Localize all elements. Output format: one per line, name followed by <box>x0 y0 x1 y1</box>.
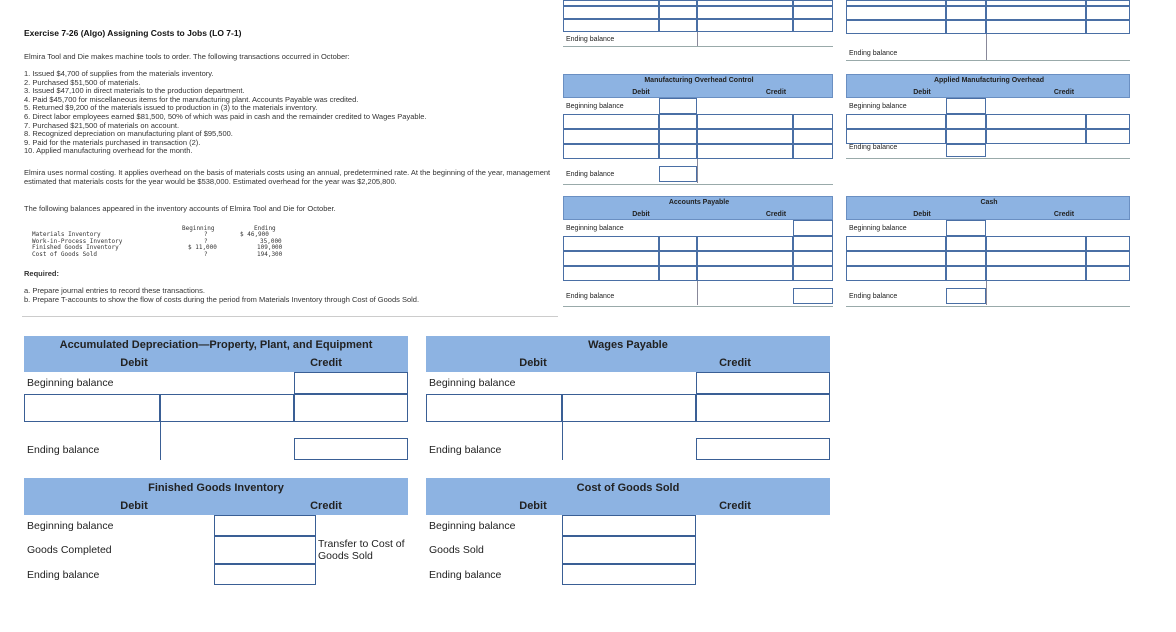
t-account-top-right <box>846 0 1130 70</box>
credit-account-input[interactable] <box>697 144 793 159</box>
transaction-3: 3. Issued $47,100 in direct materials to the production department. <box>24 86 245 96</box>
t-divider <box>986 281 987 305</box>
beginning-balance-input[interactable] <box>562 515 696 536</box>
transaction-1: 1. Issued $4,700 of supplies from the materials inventory. <box>24 69 214 78</box>
row-ending: 35,000 <box>260 237 282 245</box>
row-name: Work-in-Process Inventory <box>32 237 123 245</box>
beginning-balance-input[interactable] <box>946 220 986 236</box>
credit-account-input[interactable] <box>697 114 793 129</box>
ending-balance-input[interactable] <box>659 166 697 182</box>
t-account-mfg-overhead-control <box>563 74 833 186</box>
credit-amount-input[interactable] <box>793 6 833 19</box>
debit-account-input[interactable] <box>563 251 659 266</box>
credit-amount-input[interactable] <box>793 236 833 251</box>
account-title: Cash <box>980 199 998 206</box>
debit-account-input[interactable] <box>24 394 160 422</box>
account-header <box>846 196 1130 220</box>
transaction-4: 4. Paid $45,700 for miscellaneous items for the manufacturing plant. Accounts Payable was credited. <box>24 94 359 104</box>
credit-header: Credit <box>1053 89 1075 96</box>
debit-amount-input[interactable] <box>659 19 697 32</box>
t-divider <box>697 159 698 183</box>
t-divider <box>986 34 987 60</box>
t-account-accumulated-depreciation <box>24 336 408 460</box>
transaction-9: 9. Paid for the materials purchased in transaction (2). <box>24 137 201 147</box>
row-beginning: $ 11,000 <box>188 244 217 252</box>
debit-account-input[interactable] <box>426 394 562 422</box>
debit-amount-input[interactable] <box>160 394 294 422</box>
debit-amount-input[interactable] <box>562 394 696 422</box>
debit-account-input[interactable] <box>846 20 946 34</box>
debit-amount-input[interactable] <box>946 129 986 144</box>
credit-amount-input[interactable] <box>793 19 833 32</box>
debit-amount-input[interactable] <box>659 129 697 144</box>
credit-account-input[interactable] <box>697 19 793 32</box>
inventory-balance-table <box>32 226 302 262</box>
beginning-balance-label: Beginning balance <box>849 225 907 232</box>
account-header <box>24 478 408 515</box>
account-title: Wages Payable <box>588 339 668 351</box>
t-account-cost-of-goods-sold <box>426 478 830 586</box>
account-header <box>563 196 833 220</box>
credit-account-input[interactable] <box>986 266 1086 281</box>
beginning-balance-label: Beginning balance <box>27 377 114 389</box>
debit-amount-input[interactable] <box>946 114 986 129</box>
credit-amount-input[interactable] <box>1086 129 1130 144</box>
ending-balance-label: Ending balance <box>849 144 898 151</box>
ending-balance-label: Ending balance <box>566 293 615 300</box>
t-bottom-line <box>563 46 833 47</box>
row-beginning: ? <box>204 250 208 258</box>
overhead-note: Elmira uses normal costing. It applies overhead on the basis of materials costs using an annual, predetermined rate. At the beginning of the year, management estimated that materials costs for the year would be $538,000. Estimated overhead for the year was $2,205,800. <box>24 168 551 186</box>
credit-amount-input[interactable] <box>1086 251 1130 266</box>
t-divider <box>160 422 161 460</box>
row-name: Finished Goods Inventory <box>32 244 119 252</box>
ending-balance-label: Ending balance <box>566 171 615 178</box>
debit-amount-input[interactable] <box>659 6 697 19</box>
transaction-10: 10. Applied manufacturing overhead for the month. <box>24 146 193 156</box>
row-beginning: ? <box>204 237 208 245</box>
debit-amount-input[interactable] <box>659 144 697 159</box>
debit-amount-input[interactable] <box>659 251 697 266</box>
t-bottom-line <box>846 60 1130 61</box>
debit-amount-input[interactable] <box>659 266 697 281</box>
beginning-balance-input[interactable] <box>294 372 408 394</box>
beginning-balance-input[interactable] <box>214 515 316 536</box>
account-title: Accounts Payable <box>668 199 730 206</box>
debit-account-input[interactable] <box>563 6 659 19</box>
t-account-cash <box>846 196 1130 308</box>
beginning-balance-label: Beginning balance <box>27 520 114 532</box>
ending-balance-label: Ending balance <box>429 444 502 456</box>
credit-amount-input[interactable] <box>294 394 408 422</box>
row-ending: 109,000 <box>257 244 283 252</box>
credit-account-input[interactable] <box>986 129 1086 144</box>
col-header-beginning: Beginning <box>182 225 215 232</box>
t-account-applied-mfg-overhead <box>846 74 1130 164</box>
t-divider <box>697 32 698 46</box>
debit-amount-input[interactable] <box>946 6 986 20</box>
beginning-balance-label: Beginning balance <box>849 103 907 110</box>
t-divider <box>697 281 698 305</box>
debit-header: Debit <box>120 500 148 512</box>
transaction-7: 7. Purchased $21,500 of materials on account. <box>24 120 180 130</box>
goods-completed-input[interactable] <box>214 536 316 564</box>
transaction-6: 6. Direct labor employees earned $81,500, 50% of which was paid in cash and the remainder credited to Wages Payable. <box>24 111 427 121</box>
row-name: Materials Inventory <box>32 231 101 238</box>
account-header <box>24 336 408 372</box>
debit-header: Debit <box>519 357 547 369</box>
account-header <box>563 74 833 98</box>
debit-account-input[interactable] <box>846 236 946 251</box>
exercise-title: Exercise 7-26 (Algo) Assigning Costs to Jobs (LO 7-1) <box>24 28 242 38</box>
credit-amount-input[interactable] <box>793 144 833 159</box>
goods-completed-label: Goods Completed <box>27 544 112 556</box>
debit-account-input[interactable] <box>563 266 659 281</box>
problem-divider <box>22 316 558 317</box>
debit-account-input[interactable] <box>846 129 946 144</box>
row-ending: $ 46,900 <box>240 231 269 238</box>
credit-amount-input[interactable] <box>1086 114 1130 129</box>
account-title: Finished Goods Inventory <box>148 482 284 494</box>
t-account-accounts-payable <box>563 196 833 308</box>
credit-amount-input[interactable] <box>1086 236 1130 251</box>
ending-balance-input[interactable] <box>793 288 833 304</box>
credit-header: Credit <box>719 357 751 369</box>
credit-header: Credit <box>310 357 342 369</box>
debit-amount-input[interactable] <box>659 236 697 251</box>
transfer-to-cogs-label: Transfer to Cost of Goods Sold <box>318 538 405 562</box>
beginning-balance-input[interactable] <box>659 98 697 114</box>
beginning-balance-input[interactable] <box>946 98 986 114</box>
debit-header: Debit <box>913 211 931 218</box>
credit-account-input[interactable] <box>986 251 1086 266</box>
transaction-list <box>24 70 564 156</box>
account-title: Cost of Goods Sold <box>576 482 680 494</box>
beginning-balance-label: Beginning balance <box>429 520 516 532</box>
credit-account-input[interactable] <box>986 6 1086 20</box>
required-label: Required: <box>24 269 60 278</box>
ending-balance-label: Ending balance <box>849 293 898 300</box>
debit-header: Debit <box>913 89 931 96</box>
debit-account-input[interactable] <box>563 114 659 129</box>
ending-balance-input[interactable] <box>946 288 986 304</box>
debit-header: Debit <box>120 357 148 369</box>
debit-account-input[interactable] <box>846 6 946 20</box>
debit-header: Debit <box>632 211 650 218</box>
beginning-balance-input[interactable] <box>696 372 830 394</box>
t-bottom-line <box>846 306 1130 307</box>
debit-header: Debit <box>632 89 650 96</box>
beginning-balance-label: Beginning balance <box>566 103 624 110</box>
debit-account-input[interactable] <box>563 236 659 251</box>
debit-amount-input[interactable] <box>946 251 986 266</box>
t-bottom-line <box>846 158 1130 159</box>
beginning-balance-input[interactable] <box>793 220 833 236</box>
ending-balance-input[interactable] <box>214 564 316 585</box>
intro-text: Elmira Tool and Die makes machine tools to order. The following transactions occurred in October: <box>24 52 350 61</box>
ending-balance-label: Ending balance <box>566 36 615 43</box>
credit-account-input[interactable] <box>986 114 1086 129</box>
credit-amount-input[interactable] <box>1086 6 1130 20</box>
transaction-2: 2. Purchased $51,500 of materials. <box>24 77 141 87</box>
debit-account-input[interactable] <box>563 144 659 159</box>
t-account-top-mid <box>563 0 833 60</box>
credit-header: Credit <box>719 500 751 512</box>
t-divider <box>562 422 563 460</box>
debit-account-input[interactable] <box>563 129 659 144</box>
account-title: Manufacturing Overhead Control <box>644 77 754 84</box>
goods-sold-label: Goods Sold <box>429 544 484 556</box>
credit-account-input[interactable] <box>697 251 793 266</box>
account-header <box>426 478 830 515</box>
credit-account-input[interactable] <box>986 236 1086 251</box>
debit-account-input[interactable] <box>563 19 659 32</box>
credit-amount-input[interactable] <box>793 129 833 144</box>
requirement-b: b. Prepare T-accounts to show the flow of costs during the period from Materials Inventory through Cost of Goods Sold. <box>24 295 420 304</box>
account-header <box>426 336 830 372</box>
goods-sold-input[interactable] <box>562 536 696 564</box>
debit-account-input[interactable] <box>846 114 946 129</box>
transaction-8: 8. Recognized depreciation on manufacturing plant of $95,500. <box>24 129 233 139</box>
t-account-finished-goods-inventory <box>24 478 408 586</box>
credit-header: Credit <box>1053 211 1075 218</box>
credit-amount-input[interactable] <box>1086 20 1130 34</box>
requirement-a: a. Prepare journal entries to record these transactions. <box>24 286 205 295</box>
credit-account-input[interactable] <box>697 129 793 144</box>
ending-balance-label: Ending balance <box>27 444 100 456</box>
credit-amount-input[interactable] <box>696 394 830 422</box>
debit-amount-input[interactable] <box>946 236 986 251</box>
credit-header: Credit <box>765 211 787 218</box>
credit-account-input[interactable] <box>697 266 793 281</box>
account-title: Accumulated Depreciation—Property, Plant, and Equipment <box>59 339 373 351</box>
debit-amount-input[interactable] <box>946 266 986 281</box>
credit-account-input[interactable] <box>986 20 1086 34</box>
account-title: Applied Manufacturing Overhead <box>933 77 1045 84</box>
credit-header: Credit <box>310 500 342 512</box>
credit-account-input[interactable] <box>697 236 793 251</box>
balances-intro: The following balances appeared in the inventory accounts of Elmira Tool and Die for October. <box>24 204 336 213</box>
row-beginning: ? <box>204 231 208 238</box>
debit-header: Debit <box>519 500 547 512</box>
credit-amount-input[interactable] <box>793 114 833 129</box>
t-bottom-line <box>563 184 833 185</box>
ending-balance-input[interactable] <box>946 144 986 157</box>
debit-amount-input[interactable] <box>946 20 986 34</box>
credit-amount-input[interactable] <box>1086 266 1130 281</box>
ending-balance-label: Ending balance <box>27 569 100 581</box>
ending-balance-label: Ending balance <box>429 569 502 581</box>
debit-account-input[interactable] <box>846 251 946 266</box>
ending-balance-input[interactable] <box>562 564 696 585</box>
ending-balance-input[interactable] <box>294 438 408 460</box>
debit-amount-input[interactable] <box>659 114 697 129</box>
credit-account-input[interactable] <box>697 6 793 19</box>
col-header-ending: Ending <box>254 225 276 232</box>
debit-account-input[interactable] <box>846 266 946 281</box>
ending-balance-input[interactable] <box>696 438 830 460</box>
transaction-5: 5. Returned $9,200 of the materials issued to production in (3) to the materials inventory. <box>24 103 318 113</box>
account-header <box>846 74 1130 98</box>
t-bottom-line <box>563 306 833 307</box>
beginning-balance-label: Beginning balance <box>429 377 516 389</box>
t-account-wages-payable <box>426 336 830 460</box>
beginning-balance-label: Beginning balance <box>566 225 624 232</box>
credit-amount-input[interactable] <box>793 266 833 281</box>
ending-balance-label: Ending balance <box>849 50 898 57</box>
credit-amount-input[interactable] <box>793 251 833 266</box>
credit-header: Credit <box>765 89 787 96</box>
row-name: Cost of Goods Sold <box>32 250 98 258</box>
row-ending: 194,300 <box>257 250 283 258</box>
